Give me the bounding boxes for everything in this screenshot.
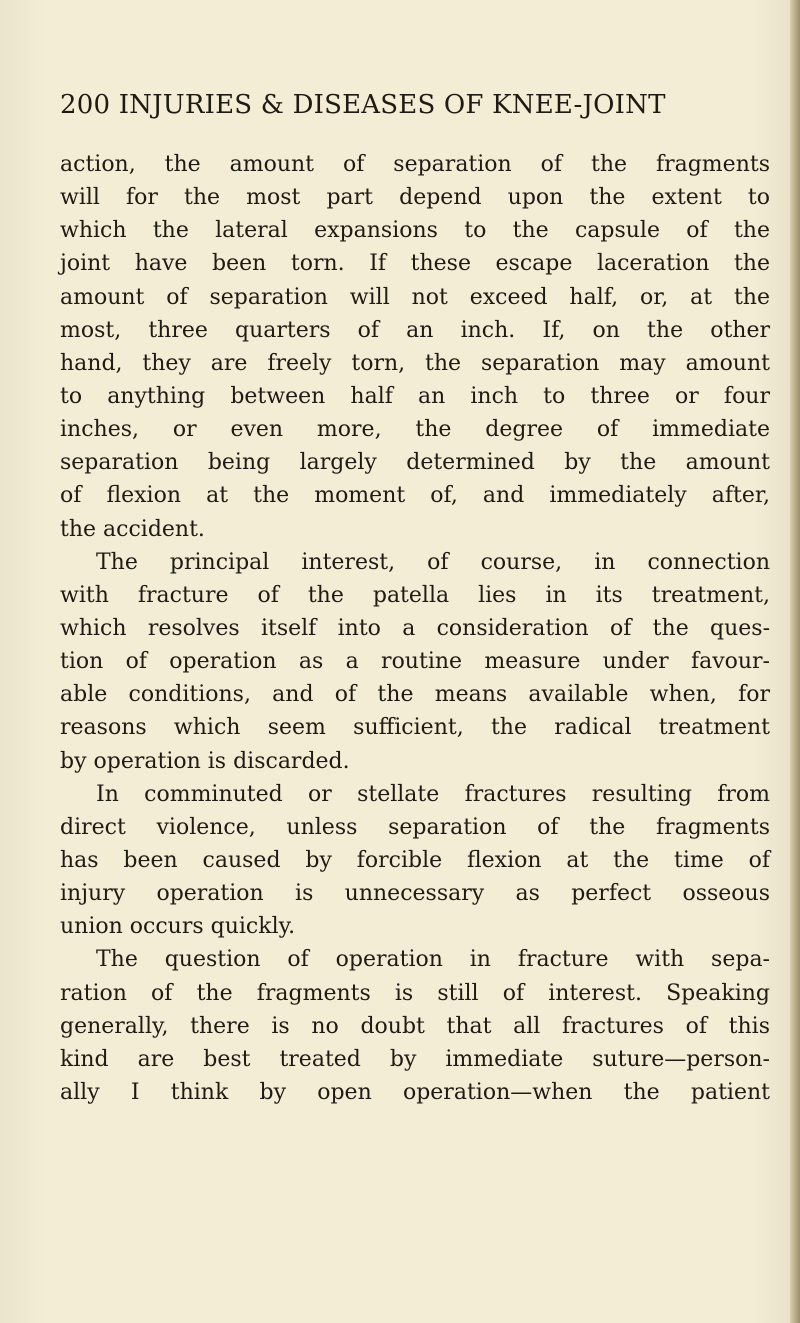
text-line: of flexion at the moment of, and immediately after, — [60, 483, 770, 509]
text-line: hand, they are freely torn, the separation may amount — [60, 350, 770, 376]
page-edge — [790, 0, 800, 1323]
text-line: action, the amount of separation of the fragments — [60, 152, 770, 177]
text-line: most, three quarters of an inch. If, on the other — [60, 317, 770, 343]
text-line: ration of the fragments is still of interest. Speaking — [60, 980, 770, 1006]
text-line: reasons which seem sufficient, the radical treatment — [60, 715, 770, 741]
text-line: The question of operation in fracture with sepa- — [96, 947, 770, 973]
text-line: ally I think by open operation—when the patient — [60, 1079, 770, 1105]
text-line: to anything between half an inch to three or four — [60, 383, 770, 409]
text-line: direct violence, unless separation of the fragments — [60, 814, 770, 840]
text-line: by operation is discarded. — [60, 748, 350, 774]
text-line: tion of operation as a routine measure under favour- — [60, 649, 770, 675]
text-line: In comminuted or stellate fractures resulting from — [96, 781, 770, 807]
text-line: union occurs quickly. — [60, 914, 296, 940]
text-line: with fracture of the patella lies in its treatment, — [60, 582, 770, 608]
text-line: has been caused by forcible flexion at the time of — [60, 847, 770, 873]
text-line: the accident. — [60, 516, 205, 542]
text-line: amount of separation will not exceed half, or, at the — [60, 284, 770, 310]
body-text — [60, 148, 770, 1109]
text-line: kind are best treated by immediate suture—person- — [60, 1046, 770, 1072]
text-line: which the lateral expansions to the capsule of the — [60, 218, 770, 244]
text-line: inches, or even more, the degree of immediate — [60, 417, 770, 443]
text-line: separation being largely determined by the amount — [60, 450, 770, 476]
text-line: The principal interest, of course, in connection — [96, 549, 770, 575]
text-line: able conditions, and of the means available when, for — [60, 682, 770, 708]
text-line: will for the most part depend upon the extent to — [60, 185, 770, 211]
page-number: 200 — [60, 90, 111, 120]
text-line: joint have been torn. If these escape laceration the — [60, 251, 770, 277]
running-title: INJURIES & DISEASES OF KNEE-JOINT — [118, 90, 666, 120]
text-line: injury operation is unnecessary as perfect osseous — [60, 881, 770, 907]
text-line: generally, there is no doubt that all fractures of this — [60, 1013, 770, 1039]
running-header — [60, 88, 780, 122]
text-line: which resolves itself into a consideration of the ques- — [60, 615, 770, 641]
